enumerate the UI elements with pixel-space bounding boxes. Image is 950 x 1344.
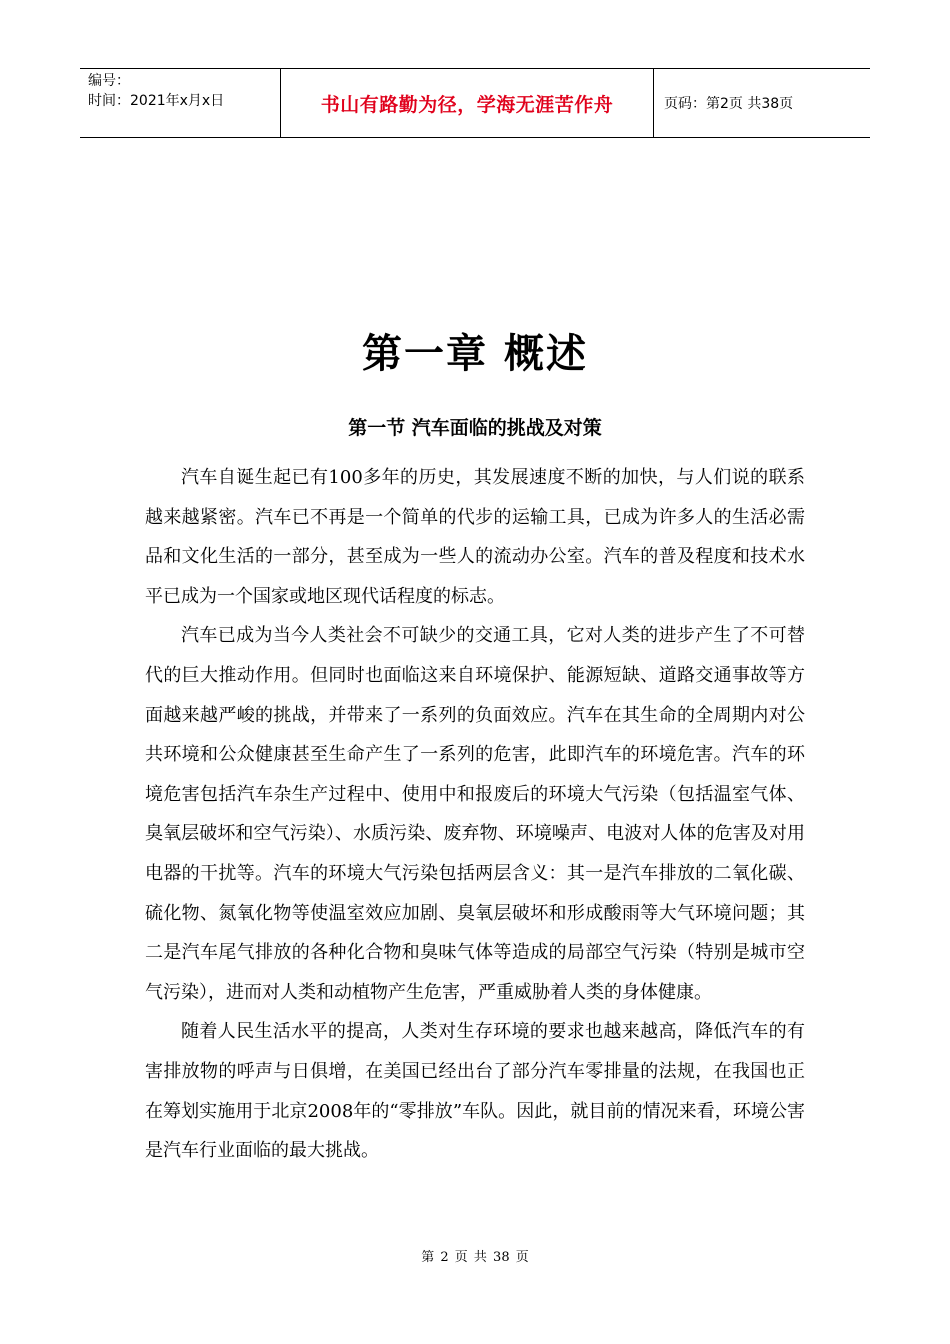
document-header (80, 68, 870, 138)
header-motto: 书山有路勤为径，学海无涯苦作舟 (280, 69, 654, 137)
header-page-info: 页码：第2页 共38页 (664, 96, 794, 112)
header-meta (80, 69, 280, 137)
paragraph: 汽车已成为当今人类社会不可缺少的交通工具，它对人类的进步产生了不可替代的巨大推动作用。但同时也面临这来自环境保护、能源短缺、道路交通事故等方面越来越严峻的挑战，并带来了一系列的负面效应。汽车在其生命的全周期内对公共环境和公众健康甚至生命产生了一系列的危害，此即汽车的环境危害。汽车的环境危害包括汽车杂生产过程中、使用中和报废后的环境大气污染（包括温室气体、臭氧层破坏和空气污染）、水质污染、废弃物、环境噪声、电波对人体的危害及对用电器的干扰等。汽车的环境大气污染包括两层含义：其一是汽车排放的二氧化碳、硫化物、氮氧化物等使温室效应加剧、臭氧层破坏和形成酸雨等大气环境问题；其二是汽车尾气排放的各种化合物和臭味气体等造成的局部空气污染（特别是城市空气污染），进而对人类和动植物产生危害，严重威胁着人类的身体健康。 (145, 625, 805, 1003)
chapter-title: 第一章 概述 (362, 330, 588, 377)
body-text (145, 458, 805, 1171)
section-title: 第一节 汽车面临的挑战及对策 (348, 417, 602, 439)
document-number-label: 编号： (88, 73, 130, 89)
paragraph: 随着人民生活水平的提高，人类对生存环境的要求也越来越高，降低汽车的有害排放物的呼声与日俱增，在美国已经出台了部分汽车零排量的法规，在我国也正在筹划实施用于北京2008年的“零排放”车队。因此，就目前的情况来看，环境公害是汽车行业面临的最大挑战。 (145, 1021, 805, 1162)
document-date: 时间：2021年x月x日 (88, 93, 225, 109)
page-footer: 第 2 页 共 38 页 (421, 1250, 529, 1265)
paragraph: 汽车自诞生起已有100多年的历史，其发展速度不断的加快，与人们说的联系越来越紧密。汽车已不再是一个简单的代步的运输工具，已成为许多人的生活必需品和文化生活的一部分，甚至成为一些人的流动办公室。汽车的普及程度和技术水平已成为一个国家或地区现代话程度的标志。 (145, 467, 805, 607)
